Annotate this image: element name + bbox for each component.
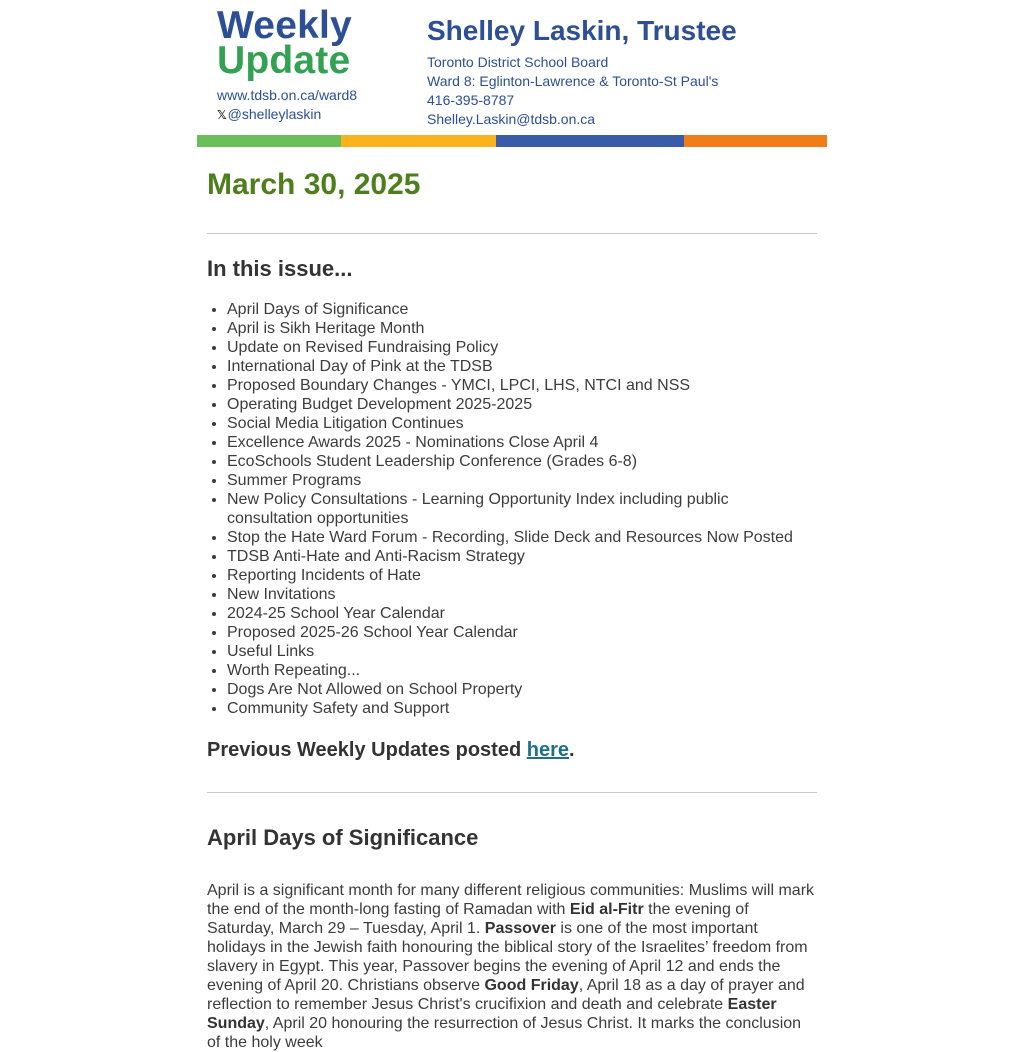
color-stripe	[197, 135, 827, 147]
board-name: Toronto District School Board	[427, 54, 609, 70]
article-heading: April Days of Significance	[207, 825, 479, 850]
brand-title	[217, 4, 417, 82]
toc-item[interactable]: • Community Safety and Support	[227, 699, 817, 718]
newsletter-content	[207, 147, 817, 1052]
toc-item[interactable]: • International Day of Pink at the TDSB	[227, 357, 817, 376]
toc-item[interactable]: • EcoSchools Student Leadership Conference (Grades 6-8)	[227, 452, 817, 471]
divider	[207, 233, 817, 234]
trustee-phone: 416-395-8787	[427, 92, 515, 108]
toc-item[interactable]: • New Invitations	[227, 585, 817, 604]
article-bold-easter-sunday: Easter Sunday	[207, 996, 777, 1032]
toc-item[interactable]: • Summer Programs	[227, 471, 817, 490]
toc-item[interactable]: • Update on Revised Fundraising Policy	[227, 338, 817, 357]
brand-block	[217, 4, 417, 125]
toc-item[interactable]: • Proposed 2025-26 School Year Calendar	[227, 623, 817, 642]
toc-item[interactable]: • April Days of Significance	[227, 300, 817, 319]
previous-updates-period: .	[569, 739, 575, 761]
twitter-handle: @shelleylaskin	[227, 106, 322, 122]
toc-item[interactable]: • TDSB Anti-Hate and Anti-Racism Strategy	[227, 547, 817, 566]
color-stripe-segment	[197, 135, 341, 147]
toc-item[interactable]: • Worth Repeating...	[227, 661, 817, 680]
article-text: April is a significant month for many different religious communities: Muslims will mark the end of the month-long fasting of Ramadan with	[207, 882, 815, 918]
article-text: , April 20 honouring the resurrection of Jesus Christ. It marks the conclusion of the holy week	[207, 1015, 802, 1051]
color-stripe-segment	[684, 135, 827, 147]
toc-item[interactable]: • Dogs Are Not Allowed on School Property	[227, 680, 817, 699]
previous-updates	[207, 738, 817, 762]
article-bold-good-friday: Good Friday	[484, 977, 579, 994]
brand-title-update: Update	[217, 39, 351, 82]
brand-links	[217, 86, 417, 125]
article-bold-eid: Eid al-Fitr	[569, 901, 644, 918]
divider	[207, 792, 817, 793]
toc-item[interactable]: • 2024-25 School Year Calendar	[227, 604, 817, 623]
toc-item[interactable]: • April is Sikh Heritage Month	[227, 319, 817, 338]
color-stripe-segment	[341, 135, 496, 147]
toc-item[interactable]: • New Policy Consultations - Learning Opportunity Index including public consultation opportunities	[227, 490, 817, 528]
trustee-block	[427, 14, 827, 129]
twitter-handle-link[interactable]	[217, 105, 417, 125]
toc-item[interactable]: • Reporting Incidents of Hate	[227, 566, 817, 585]
article-text: , April 18 as a day of prayer and reflection to remember Jesus Christ's crucifixion and death and celebrate	[207, 977, 805, 1013]
issue-date: March 30, 2025	[207, 168, 421, 201]
ward-website-link[interactable]: www.tdsb.on.ca/ward8	[217, 87, 358, 103]
trustee-name: Shelley Laskin, Trustee	[427, 15, 737, 46]
toc-item[interactable]: • Operating Budget Development 2025-2025	[227, 395, 817, 414]
article-text: the evening of Saturday, March 29 – Tuesday, April 1.	[207, 901, 749, 937]
toc-item[interactable]: • Social Media Litigation Continues	[227, 414, 817, 433]
x-logo-icon: 𝕏	[217, 108, 227, 122]
toc-item[interactable]: • Useful Links	[227, 642, 817, 661]
article-text: is one of the most important holidays in the Jewish faith honouring the biblical story of the Israelites’ freedom from slavery in Egypt. This year, Passover begins the evening of April 12 and ends the evening of April 20. Christians observe	[207, 920, 808, 994]
ward-name: Ward 8: Eglinton-Lawrence & Toronto-St Paul's	[427, 73, 719, 89]
previous-updates-text: Previous Weekly Updates posted	[207, 739, 527, 761]
trustee-email-link[interactable]: Shelley.Laskin@tdsb.on.ca	[427, 111, 596, 127]
toc-item[interactable]: • Stop the Hate Ward Forum - Recording, Slide Deck and Resources Now Posted	[227, 528, 817, 547]
article-body	[207, 881, 817, 1052]
article-bold-passover: Passover	[484, 920, 556, 937]
toc-item[interactable]: • Excellence Awards 2025 - Nominations Close April 4	[227, 433, 817, 452]
toc-item[interactable]: • Proposed Boundary Changes - YMCI, LPCI, LHS, NTCI and NSS	[227, 376, 817, 395]
toc-list	[207, 300, 817, 718]
newsletter-header	[197, 0, 827, 135]
brand-title-weekly: Weekly	[217, 4, 352, 47]
color-stripe-segment	[496, 135, 684, 147]
previous-updates-link[interactable]: here	[526, 739, 569, 761]
toc-heading: In this issue...	[207, 256, 353, 281]
